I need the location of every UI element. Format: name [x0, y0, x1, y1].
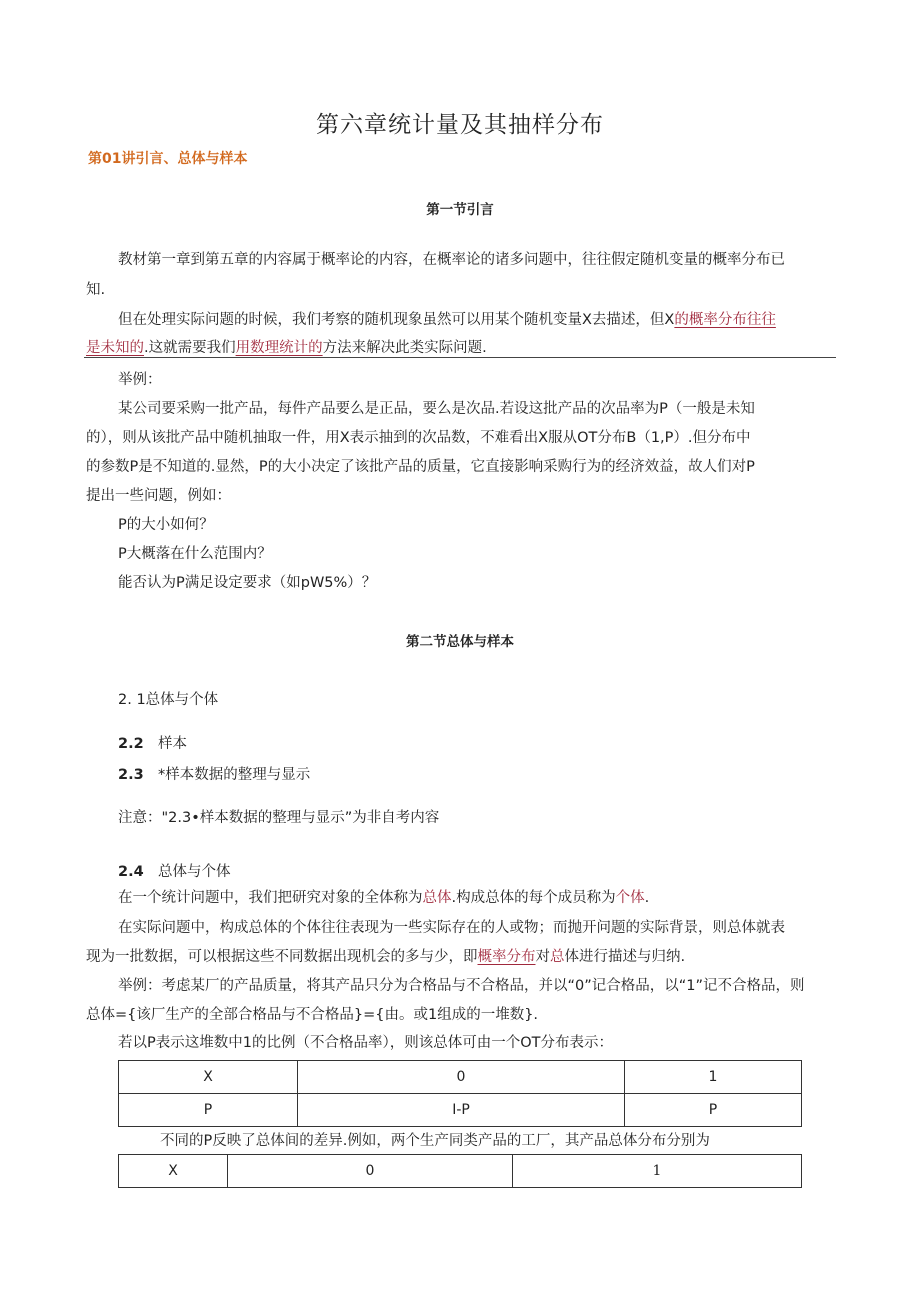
subsection-2-4-title: 总体与个体	[158, 864, 231, 880]
example-line: 某公司要采购一批产品，每件产品要么是正品，要么是次品.若设这批产品的次品率为P（一般是未知	[118, 401, 755, 417]
intro-paragraph-line: 知.	[86, 282, 106, 298]
text-span: .构成总体的每个成员称为	[451, 890, 616, 906]
example2-line: 举例：考虑某厂的产品质量，将其产品只分为合格品与不合格品，并以“0”记合格品，以“1”记不合格品，则	[118, 978, 805, 994]
table-cell: P	[119, 1094, 298, 1127]
divider-line	[84, 357, 836, 358]
question-2: P大概落在什么范围内？	[118, 546, 272, 562]
subsection-2-3-title: *样本数据的整理与显示	[158, 767, 311, 783]
example-line: 提出一些问题，例如：	[86, 488, 231, 504]
subsection-2-1: 2. 1总体与个体	[118, 692, 219, 708]
question-3: 能否认为P满足设定要求（如pW5%）？	[118, 575, 377, 591]
text-span: .	[644, 890, 650, 906]
table-cell: 0	[228, 1155, 513, 1188]
term-population: 总体	[422, 890, 452, 906]
example-line: 的），则从该批产品中随机抽取一件，用X表示抽到的次品数，不难看出X服从OT分布B（1,P）.但分布中	[86, 430, 751, 446]
question-1: P的大小如何？	[118, 517, 214, 533]
table-cell: X	[119, 1155, 228, 1188]
table-cell: 0	[298, 1061, 625, 1094]
highlight-probability-unknown: 的概率分布往往	[674, 312, 776, 328]
distribution-table-2	[118, 1154, 802, 1188]
text-span: 在一个统计问题中，我们把研究对象的全体称为	[118, 890, 423, 906]
highlight-unknown: 是未知的	[86, 340, 144, 356]
subsection-2-2-title: 样本	[158, 736, 187, 752]
definition-line	[118, 887, 649, 909]
section-heading-intro: 第一节引言	[426, 202, 494, 218]
section-heading-population: 第二节总体与样本	[406, 634, 514, 650]
text-span: 现为一批数据，可以根据这些不同数据出现机会的多与少，即	[86, 949, 478, 965]
text-span: 但在处理实际问题的时候，我们考察的随机现象虽然可以用某个随机变量X去描述，但X	[118, 312, 675, 328]
lecture-heading: 第01讲引言、总体与样本	[88, 151, 248, 167]
text-span: 体进行描述与归纳.	[564, 949, 686, 965]
example-label: 举例：	[118, 372, 162, 388]
highlight-statistics: 用数理统计的	[235, 340, 323, 356]
example-line: 的参数P是不知道的.显然，P的大小决定了该批产品的质量，它直接影响采购行为的经济效益，故人们对P	[86, 459, 755, 475]
distribution-table-1	[118, 1060, 802, 1127]
table-row	[119, 1061, 802, 1094]
subsection-number: 2.3	[118, 767, 144, 783]
text-span: 对	[535, 949, 550, 965]
intro-paragraph-2-line-1	[118, 309, 776, 331]
table-row	[119, 1155, 802, 1188]
table-cell: I-P	[298, 1094, 625, 1127]
example2-line: 若以P表示这堆数中1的比例（不合格品率），则该总体可由一个OT分布表示：	[118, 1035, 613, 1051]
table-cell: 1	[625, 1061, 802, 1094]
highlight-distribution: 概率分布	[477, 949, 536, 965]
subsection-number: 2.2	[118, 736, 144, 752]
note: 注意："2.3•样本数据的整理与显示”为非自考内容	[118, 810, 440, 826]
term-individual: 个体	[615, 890, 645, 906]
table-cell: 1	[513, 1155, 802, 1188]
practice-line: 在实际问题中，构成总体的个体往往表现为一些实际存在的人或物；而抛开问题的实际背景，则总体就表	[118, 920, 785, 936]
table-row	[119, 1094, 802, 1127]
intro-paragraph-2-line-2	[86, 337, 487, 359]
intro-paragraph-line: 教材第一章到第五章的内容属于概率论的内容，在概率论的诸多问题中，往往假定随机变量的概率分布已	[118, 252, 785, 268]
practice-line-2	[86, 946, 685, 968]
difference-line: 不同的P反映了总体间的差异.例如，两个生产同类产品的工厂，其产品总体分布分别为	[160, 1133, 710, 1149]
table-cell: X	[119, 1061, 298, 1094]
text-span: .这就需要我们	[144, 340, 236, 356]
subsection-number: 2.4	[118, 864, 144, 880]
page-title: 第六章统计量及其抽样分布	[316, 112, 604, 138]
highlight-zong: 总	[550, 949, 565, 965]
text-span: 方法来解决此类实际问题.	[322, 340, 487, 356]
table-cell: P	[625, 1094, 802, 1127]
example2-line: 总体={该厂生产的全部合格品与不合格品}={由。或1组成的一堆数}.	[86, 1007, 539, 1023]
